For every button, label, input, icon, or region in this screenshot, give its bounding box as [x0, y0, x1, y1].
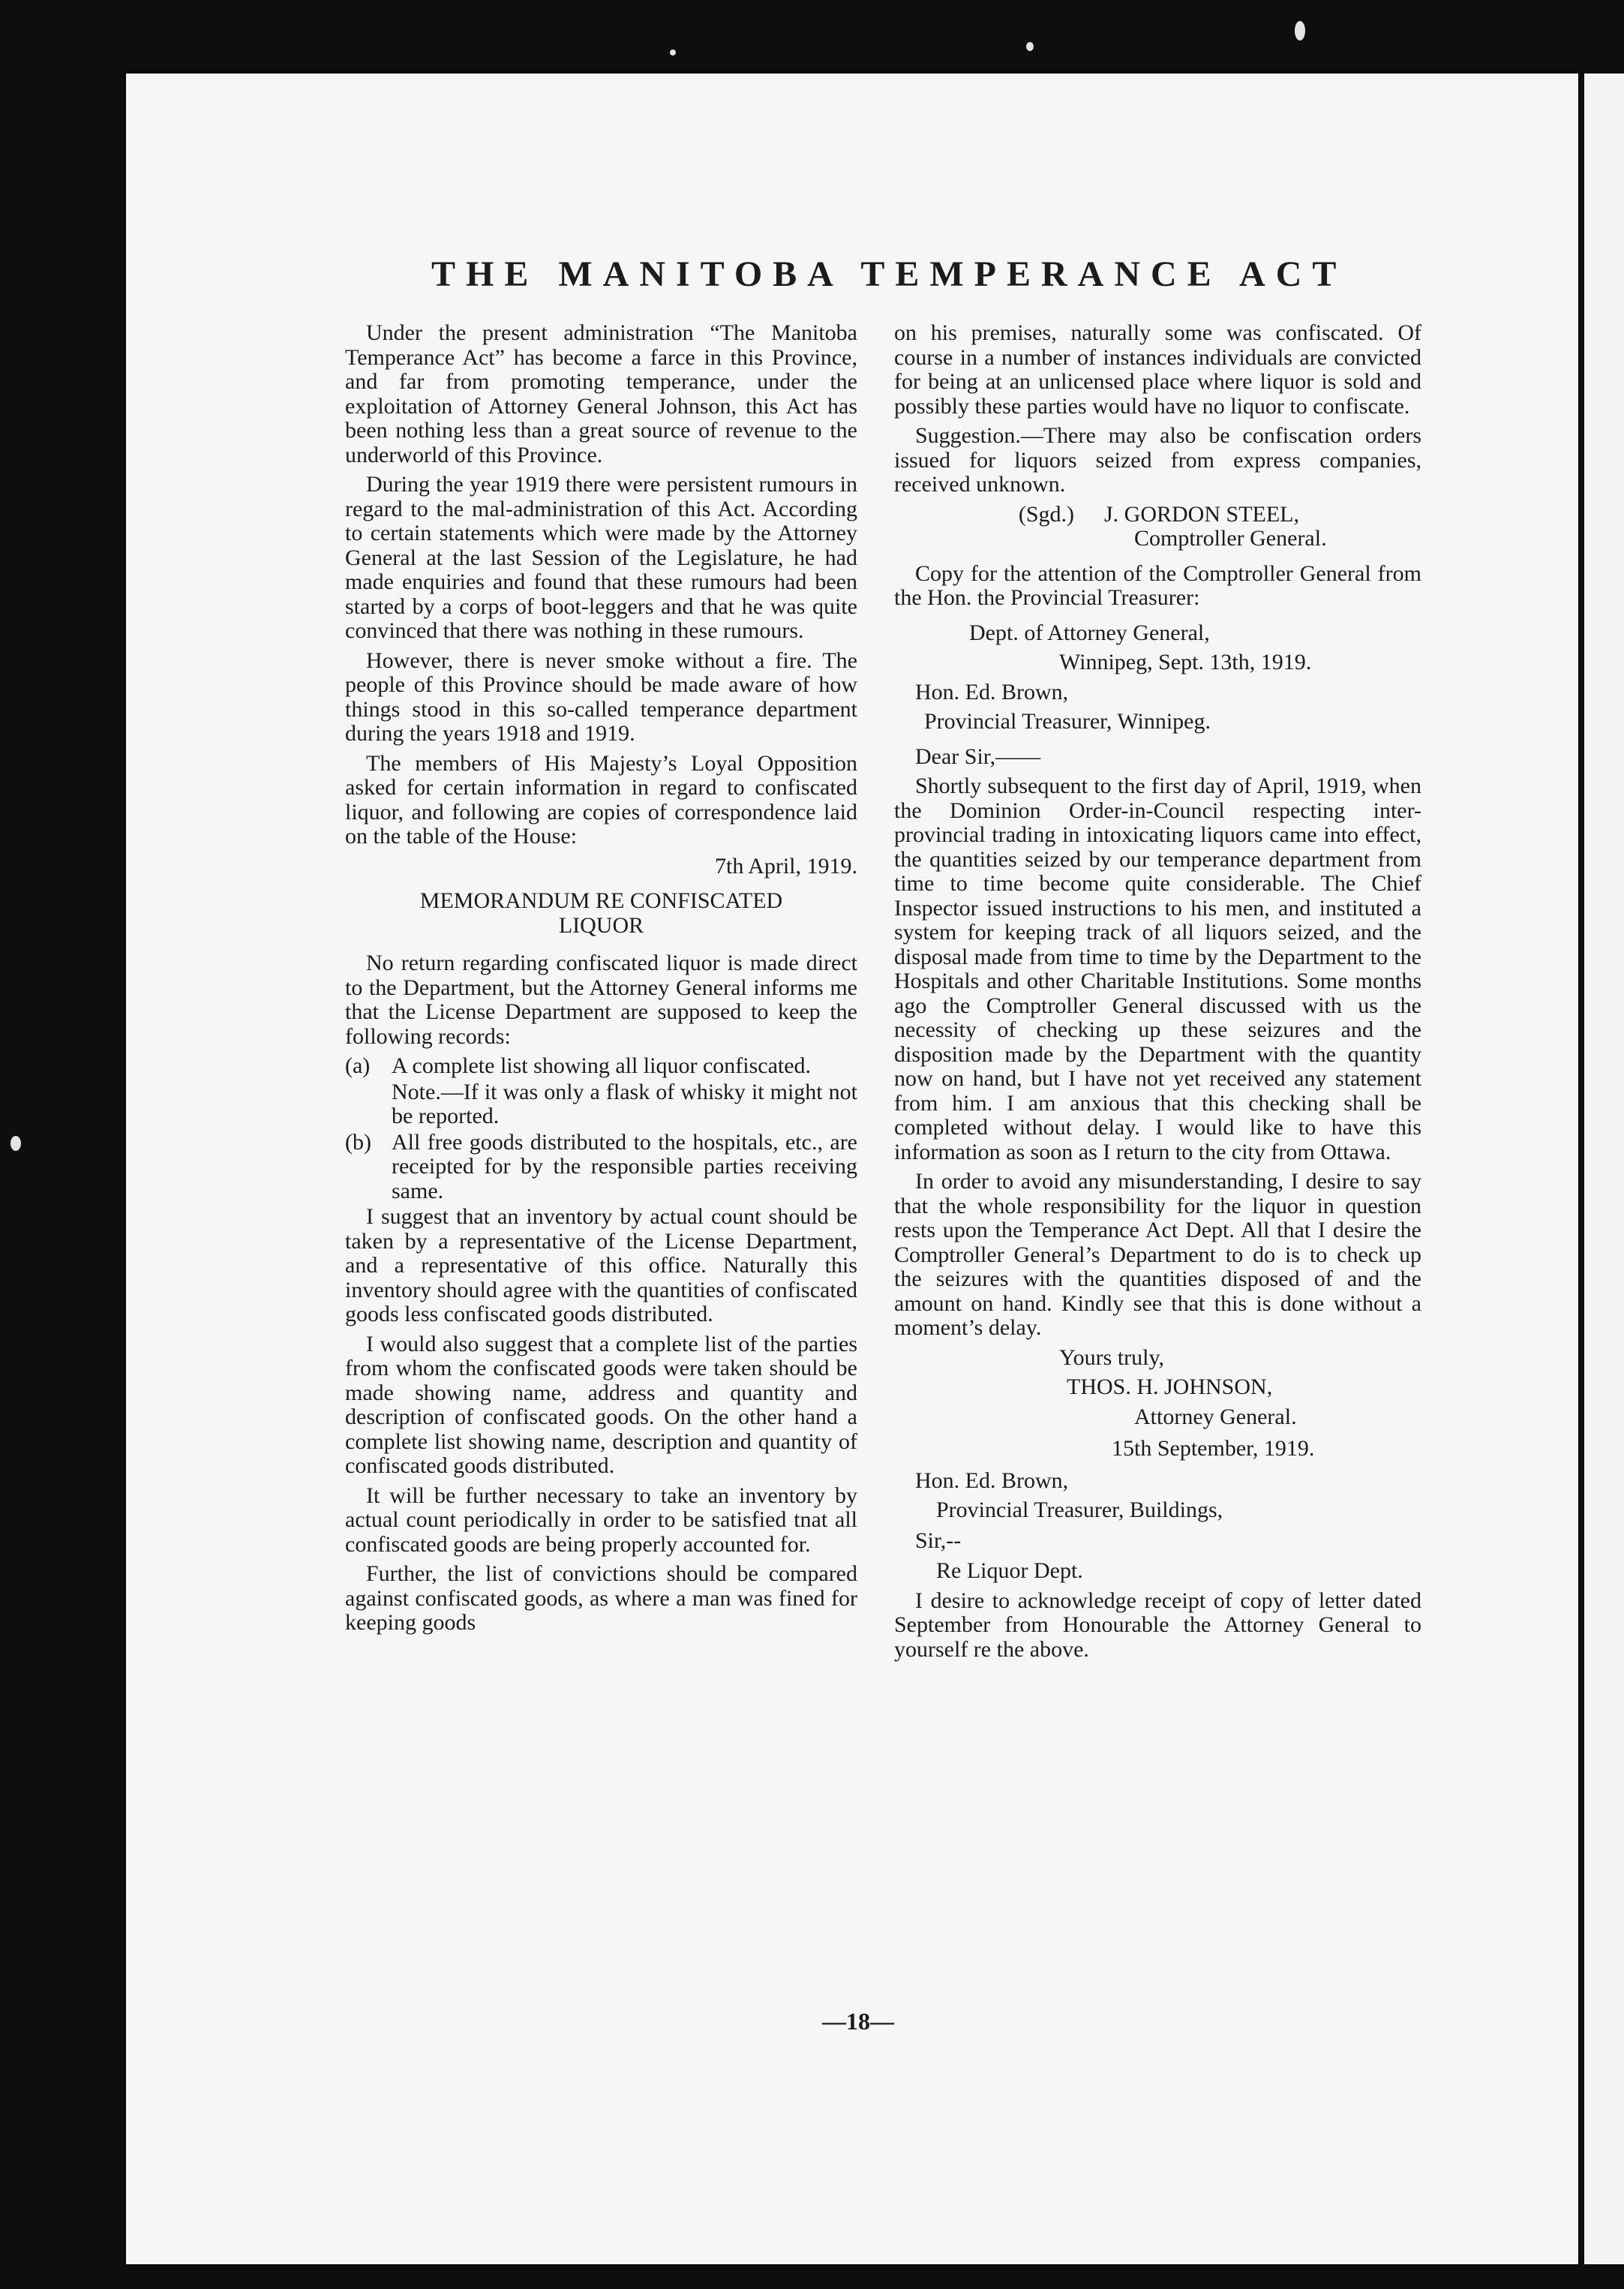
letter-heading: Winnipeg, Sept. 13th, 1919.: [1059, 650, 1312, 674]
list-item-label: (b): [345, 1129, 371, 1155]
letter-date: 15th September, 1919.: [1112, 1436, 1315, 1461]
paragraph: Under the present administration “The Manitoba Temperance Act” has become a farce in this Province, and far from promoting temperance, under the exploitation of Attorney General Johnson, this Act has been nothing less than a great source of revenue to the underworld of this Province.: [345, 320, 857, 467]
page-number: —18—: [822, 2008, 894, 2035]
signer-name: THOS. H. JOHNSON,: [1067, 1374, 1273, 1399]
addressee: Provincial Treasurer, Buildings,: [936, 1497, 1223, 1522]
addressee: Provincial Treasurer, Winnipeg.: [924, 709, 1211, 734]
paragraph: I would also suggest that a complete list of the parties from whom the confiscated goods were taken should be made showing name, address and quantity and description of confiscated goods. On the other hand a complete list showing name, description and quantity of confiscated goods distributed.: [345, 1331, 857, 1478]
signature-block: [894, 503, 1421, 527]
list-item: [345, 1054, 857, 1079]
paragraph: However, there is never smoke without a fire. The people of this Province should be made aware of how things stood in this so-called temperance department during the years 1918 and 1919.: [345, 647, 857, 746]
paragraph: on his premises, naturally some was confiscated. Of course in a number of instances individuals are convicted for being at an unlicensed place where liquor is sold and possibly these parties would have no liquor to confiscate.: [894, 320, 1421, 419]
signature-name: J. GORDON STEEL,: [1104, 501, 1299, 527]
addressee: Hon. Ed. Brown,: [915, 679, 1069, 704]
paragraph: No return regarding confiscated liquor is made direct to the Department, but the Attorney General informs me that the License Department are supposed to keep the following records:: [345, 951, 857, 1049]
signer-title: Attorney General.: [1134, 1404, 1297, 1429]
dust-speck: [1026, 42, 1034, 51]
memo-heading-line: LIQUOR: [558, 912, 644, 938]
paragraph: Copy for the attention of the Comptroller General from the Hon. the Provincial Treasurer:: [894, 560, 1421, 610]
sgd-label: (Sgd.): [1018, 501, 1074, 527]
paragraph: In order to avoid any misunderstanding, I desire to say that the whole responsibility for the liquor in question rests upon the Temperance Act Dept. All that I desire the Comptroller General’s Department to do is to check up the seizures with the quantities disposed of and the amount on hand. Kindly see that this is done without a moment’s delay.: [894, 1169, 1421, 1340]
page-title: THE MANITOBA TEMPERANCE ACT: [431, 254, 1347, 294]
list-item: [345, 1131, 857, 1204]
dust-speck: [11, 1136, 21, 1151]
paragraph: I desire to acknowledge receipt of copy of letter dated September from Honourable the Attorney General to yourself re the above.: [894, 1588, 1421, 1662]
paragraph: Further, the list of convictions should be compared against confiscated goods, as where a man was fined for keeping goods: [345, 1561, 857, 1635]
list-item-label: (a): [345, 1053, 371, 1078]
memo-heading: [345, 889, 857, 938]
note: Note.—If it was only a flask of whisky it might not be reported.: [392, 1079, 857, 1128]
paragraph: During the year 1919 there were persistent rumours in regard to the mal-administration of this Act. According to certain statements which were made by the Attorney General at the last Session of the Legislature, he had made enquiries and found that these rumours had been started by a corps of boot-leggers and that he was quite convinced that there was nothing in these rumours.: [345, 472, 857, 643]
paragraph: I suggest that an inventory by actual count should be taken by a representative of the License Department, and a representative of this office. Naturally this inventory should agree with the quantities of confiscated goods less confiscated goods distributed.: [345, 1204, 857, 1326]
dust-speck: [670, 50, 676, 56]
next-page-edge: [1584, 74, 1624, 2264]
addressee: Hon. Ed. Brown,: [915, 1467, 1069, 1493]
memo-heading-line: MEMORANDUM RE CONFISCATED: [419, 888, 783, 913]
salutation: Sir,--: [915, 1528, 962, 1553]
letter-heading: Dept. of Attorney General,: [969, 620, 1210, 645]
paragraph: It will be further necessary to take an inventory by actual count periodically in order to be satisfied tnat all confiscated goods are being properly accounted for.: [345, 1482, 857, 1557]
right-column: [894, 321, 1421, 1667]
paragraph: Shortly subsequent to the first day of April, 1919, when the Dominion Order-in-Council respecting inter-provincial trading in intoxicating liquors came into effect, the quantities seized by our temperance department from time to time become quite considerable. The Chief Inspector issued instructions to his men, and instituted a system for keeping track of all liquors seized, and the disposal made from time to time by the Department to the Hospitals and other Charitable Institutions. Some months ago the Comptroller General discussed with us the necessity of checking up these seizures and the disposition made by the Department with the quantity now on hand, but I have not yet received any statement from him. I am anxious that this checking shall be completed without delay. I would like to have this information as soon as I return to the city from Ottawa.: [894, 774, 1421, 1164]
dust-speck: [1295, 21, 1305, 41]
list-item-text: All free goods distributed to the hospitals, etc., are receipted for by the responsible parties receiving same.: [392, 1129, 857, 1203]
closing: Yours truly,: [1059, 1344, 1165, 1370]
signature-title: Comptroller General.: [1134, 526, 1327, 551]
paragraph: Suggestion.—There may also be confiscation orders issued for liquors seized from express companies, received unknown.: [894, 423, 1421, 497]
memo-date: 7th April, 1919.: [714, 853, 857, 879]
paragraph: The members of His Majesty’s Loyal Opposition asked for certain information in regard to confiscated liquor, and following are copies of correspondence laid on the table of the House:: [345, 750, 857, 849]
left-column: [345, 321, 857, 1641]
salutation: Dear Sir,——: [915, 743, 1041, 769]
subject-line: Re Liquor Dept.: [936, 1558, 1083, 1583]
list-item-text: A complete list showing all liquor confiscated.: [392, 1053, 812, 1078]
